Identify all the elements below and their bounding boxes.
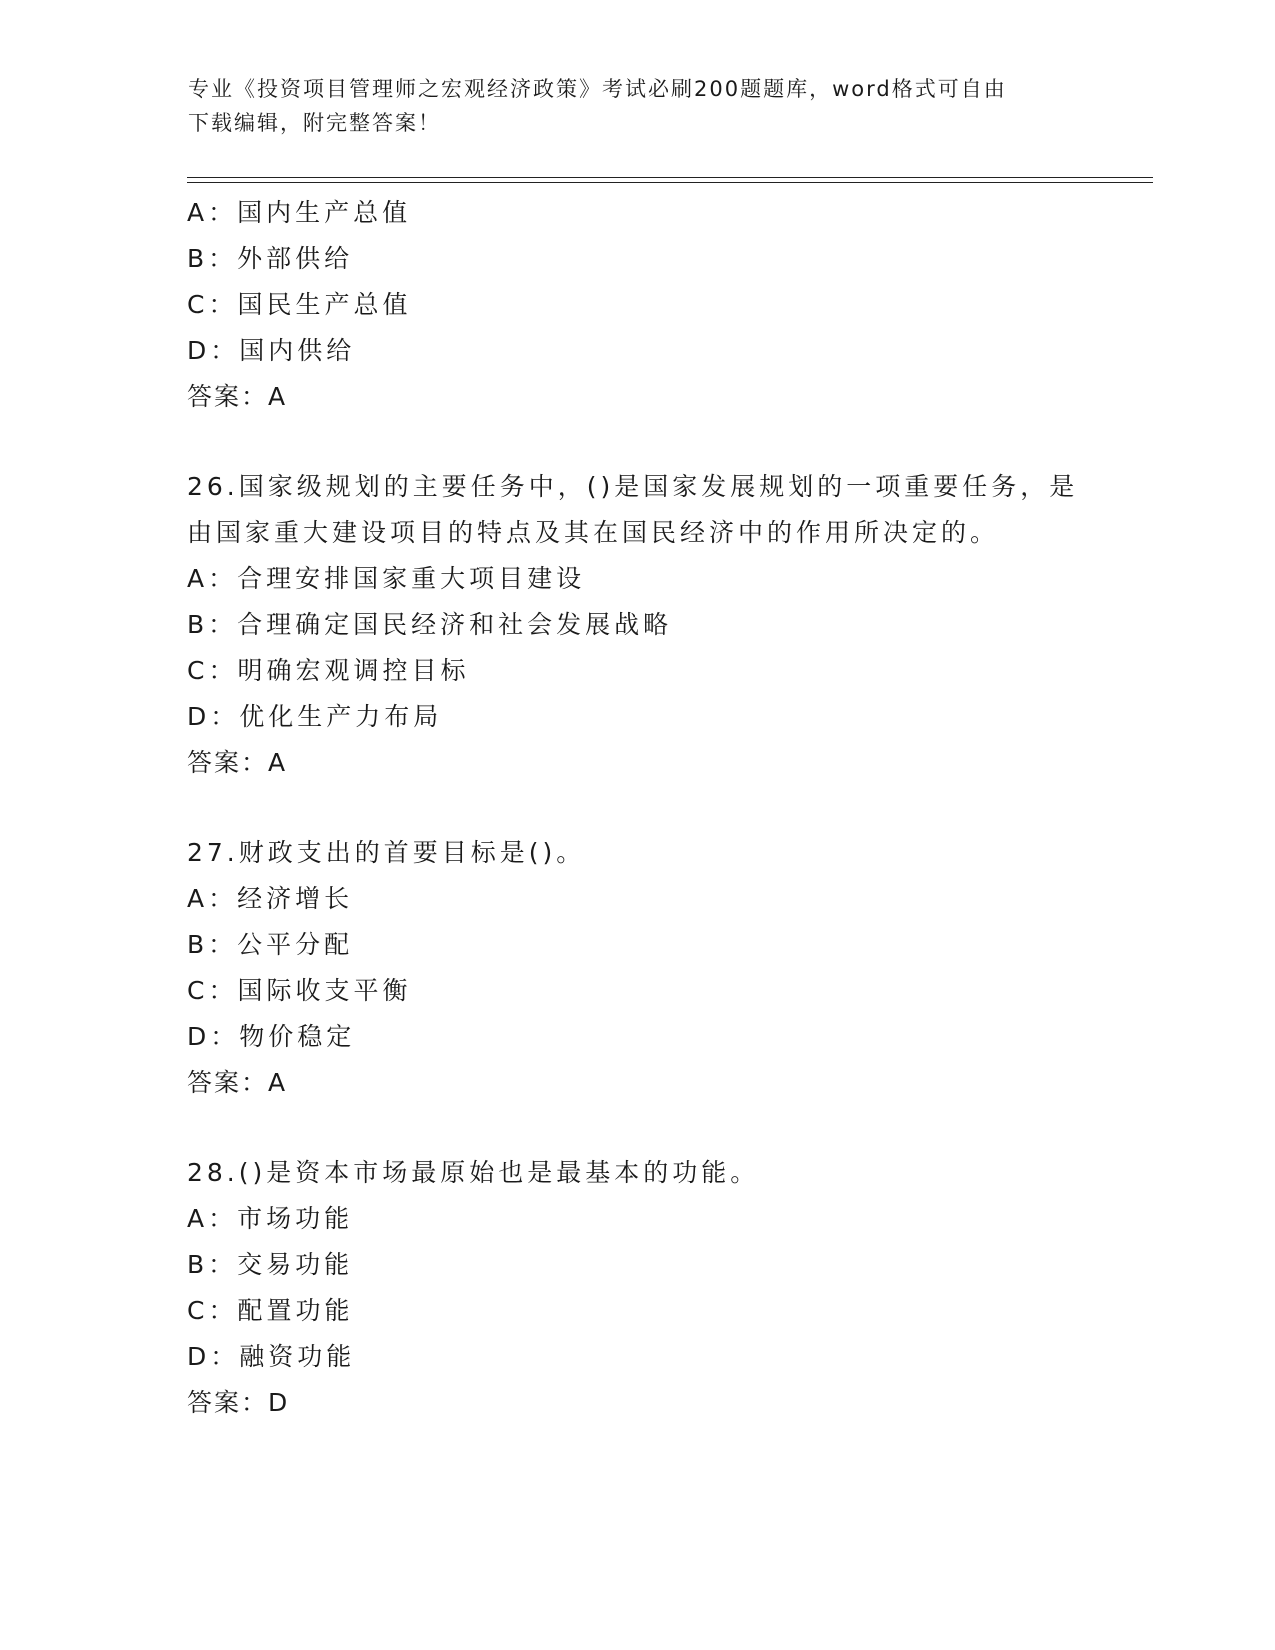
question-text-line-1: 28.()是资本市场最原始也是最基本的功能。 (187, 1158, 760, 1187)
header-divider-bottom (187, 182, 1153, 183)
header-line-2: 下载编辑，附完整答案！ (188, 111, 441, 135)
question-text-line-1: 27.财政支出的首要目标是()。 (187, 838, 586, 867)
question-text-line-2: 由国家重大建设项目的特点及其在国民经济中的作用所决定的。 (187, 518, 1000, 547)
header-line-1: 专业《投资项目管理师之宏观经济政策》考试必刷200题题库，word格式可自由 (188, 77, 1007, 101)
option-d: D：融资功能 (187, 1342, 356, 1371)
question-text-line-1: 26.国家级规划的主要任务中，()是国家发展规划的一项重要任务，是 (187, 472, 1079, 501)
option-d: D：优化生产力布局 (187, 702, 443, 731)
option-c: C：国际收支平衡 (187, 976, 412, 1005)
spacer (187, 1106, 1147, 1150)
option-d: D：物价稳定 (187, 1022, 356, 1051)
header-divider-top (187, 177, 1153, 178)
question-block-26 (187, 464, 1147, 786)
question-list (187, 190, 1147, 1426)
answer-line: 答案：A (187, 1068, 288, 1097)
option-b: B：公平分配 (187, 930, 354, 959)
spacer (187, 420, 1147, 464)
option-a: A：市场功能 (187, 1204, 354, 1233)
spacer (187, 786, 1147, 830)
option-a: A：国内生产总值 (187, 198, 412, 227)
option-c: C：国民生产总值 (187, 290, 412, 319)
option-b: B：合理确定国民经济和社会发展战略 (187, 610, 673, 639)
option-b: B：外部供给 (187, 244, 354, 273)
answer-line: 答案：A (187, 382, 288, 411)
question-block-25 (187, 190, 1147, 420)
option-c: C：配置功能 (187, 1296, 354, 1325)
question-block-28 (187, 1150, 1147, 1426)
option-a: A：经济增长 (187, 884, 354, 913)
answer-line: 答案：A (187, 748, 288, 777)
option-d: D：国内供给 (187, 336, 356, 365)
option-c: C：明确宏观调控目标 (187, 656, 470, 685)
question-block-27 (187, 830, 1147, 1106)
option-b: B：交易功能 (187, 1250, 354, 1279)
option-a: A：合理安排国家重大项目建设 (187, 564, 586, 593)
answer-line: 答案：D (187, 1388, 290, 1417)
document-header (188, 72, 1088, 140)
